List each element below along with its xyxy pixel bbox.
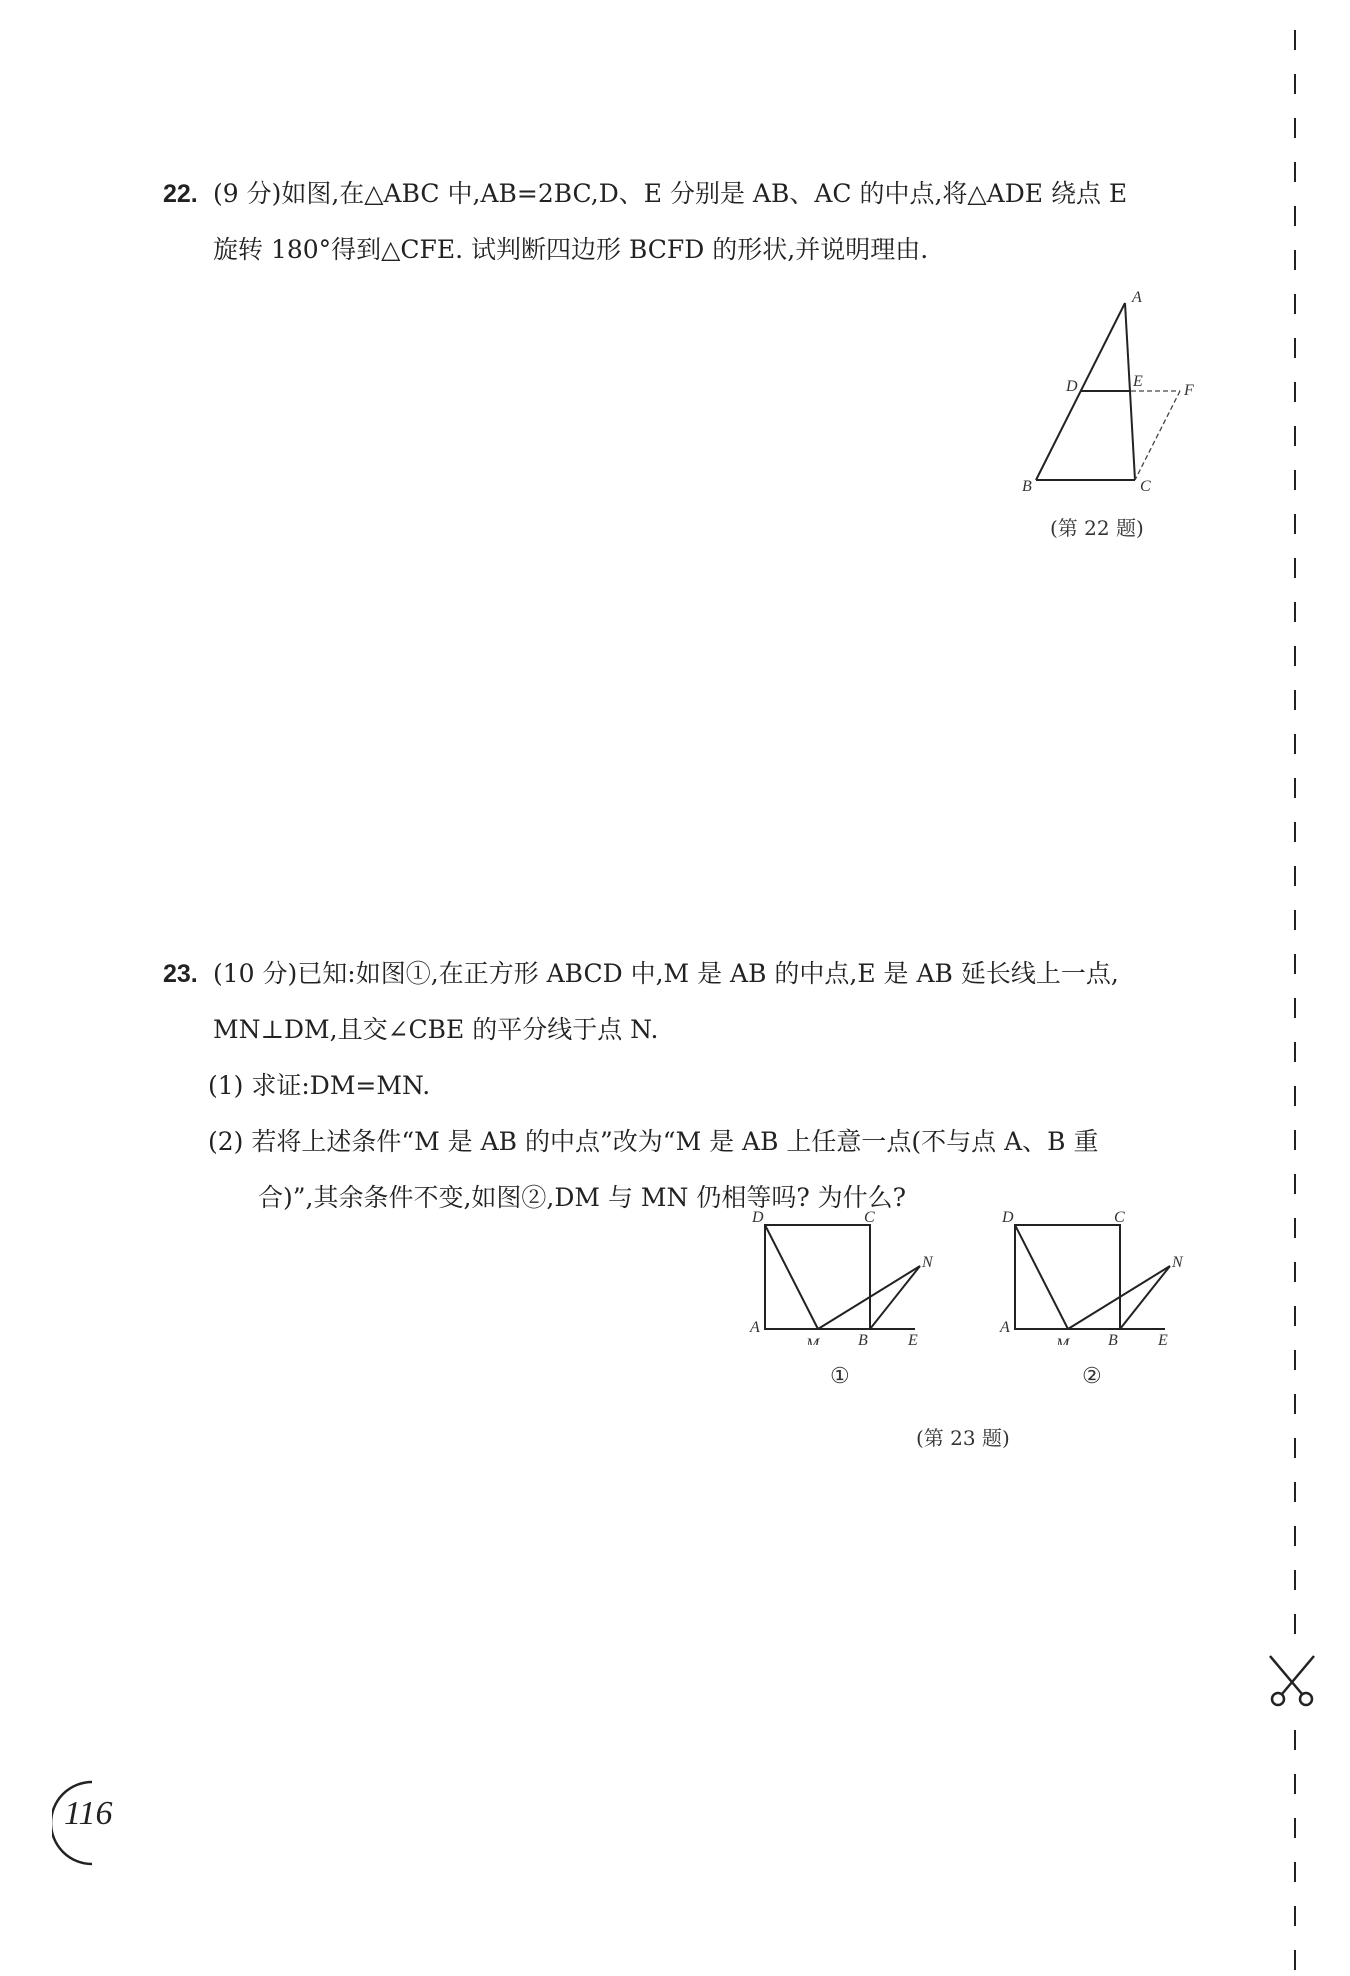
segment-dm (765, 1225, 818, 1329)
label-d: D (752, 1209, 764, 1226)
figure-22-caption: (第 22 题) (1050, 516, 1144, 540)
scissors-icon (1264, 1652, 1320, 1708)
square-abcd (1015, 1225, 1120, 1329)
label-m: M (1056, 1336, 1070, 1345)
label-n: N (1172, 1254, 1183, 1271)
figure-23-1-label: ① (830, 1364, 850, 1389)
question-number: 22. (163, 180, 198, 208)
figure-22-diagram (1010, 285, 1210, 500)
label-a: A (1132, 289, 1142, 306)
segment-bn (870, 1266, 920, 1329)
figure-23-1-diagram (740, 1195, 950, 1345)
label-e: E (1133, 373, 1143, 390)
question-text-line: 旋转 180°得到△CFE. 试判断四边形 BCFD 的形状,并说明理由. (213, 235, 929, 264)
square-abcd (765, 1225, 870, 1329)
label-b: B (1022, 478, 1032, 495)
label-d: D (1066, 378, 1078, 395)
question-number: 23. (163, 960, 198, 988)
label-b: B (858, 1332, 868, 1345)
question-text-line: MN⊥DM,且交∠CBE 的平分线于点 N. (213, 1015, 659, 1044)
label-d: D (1002, 1209, 1014, 1226)
question-part-2-continued: 合)”,其余条件不变,如图②,DM 与 MN 仍相等吗? 为什么? (258, 1183, 907, 1212)
label-e: E (908, 1332, 918, 1345)
figure-23-2-diagram (990, 1195, 1200, 1345)
figure-23-caption: (第 23 题) (916, 1426, 1010, 1450)
question-22 (163, 166, 1228, 278)
label-a: A (1000, 1319, 1010, 1336)
label-n: N (922, 1254, 933, 1271)
label-c: C (1114, 1209, 1125, 1226)
label-m: M (806, 1336, 820, 1345)
figure-23-2 (990, 1195, 1200, 1349)
question-part-2: (2) 若将上述条件“M 是 AB 的中点”改为“M 是 AB 上任意一点(不与点 A、B 重 (208, 1127, 1099, 1156)
figure-22 (1010, 285, 1210, 504)
question-part-1: (1) 求证:DM=MN. (208, 1071, 431, 1100)
question-text-line: (10 分)已知:如图①,在正方形 ABCD 中,M 是 AB 的中点,E 是 AB 延长线上一点, (213, 959, 1119, 988)
label-c: C (1140, 478, 1151, 495)
question-text-line: (9 分)如图,在△ABC 中,AB=2BC,D、E 分别是 AB、AC 的中点,将△ADE 绕点 E (213, 179, 1128, 208)
label-a: A (750, 1319, 760, 1336)
figure-23-1 (740, 1195, 950, 1349)
label-b: B (1108, 1332, 1118, 1345)
label-c: C (864, 1209, 875, 1226)
question-23 (163, 946, 1228, 1226)
segment-cf (1135, 391, 1180, 480)
figure-23-2-label: ② (1082, 1364, 1102, 1389)
label-e: E (1158, 1332, 1168, 1345)
segment-bn (1120, 1266, 1170, 1329)
page-number: 116 (64, 1795, 113, 1832)
label-f: F (1184, 382, 1194, 399)
segment-dm (1015, 1225, 1068, 1329)
